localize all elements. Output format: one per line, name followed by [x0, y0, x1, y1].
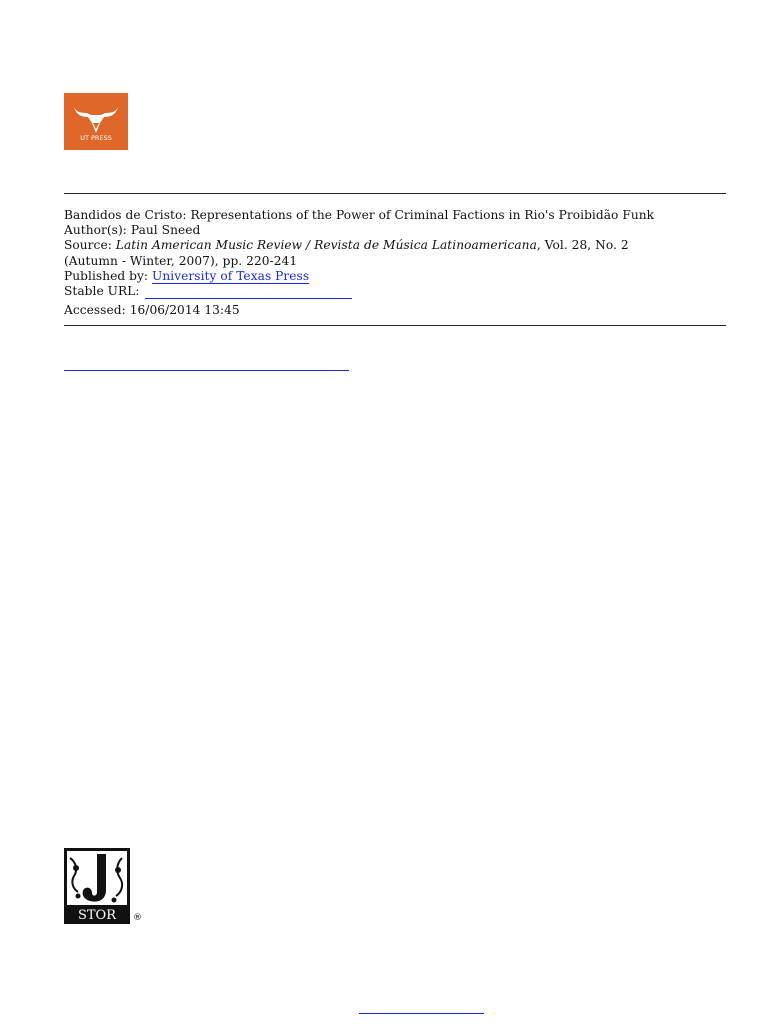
terms-link[interactable]	[64, 370, 349, 371]
ut-press-text: UT PRESS	[80, 134, 112, 142]
authors-value: Paul Sneed	[130, 223, 201, 238]
registered-mark: ®	[133, 913, 142, 923]
footer-link[interactable]	[359, 1013, 484, 1014]
top-rule	[64, 193, 726, 194]
accessed-line	[64, 303, 744, 318]
source-label: Source:	[64, 238, 112, 253]
accessed-label: Accessed:	[64, 303, 126, 318]
ut-press-logo	[64, 93, 128, 150]
source-line	[64, 238, 744, 253]
jstor-text: STOR	[77, 908, 117, 923]
source-detail: , Vol. 28, No. 2	[536, 238, 629, 253]
article-title: Bandidos de Cristo: Representations of the Power of Criminal Factions in Rio's Proibidão Funk	[64, 208, 655, 222]
published-label: Published by:	[64, 268, 149, 283]
accessed-value: 16/06/2014 13:45	[129, 303, 240, 318]
published-line	[64, 269, 744, 284]
authors-line	[64, 223, 744, 238]
citation-block	[64, 208, 744, 318]
authors-label: Author(s):	[64, 223, 127, 238]
source-line-2: (Autumn - Winter, 2007), pp. 220-241	[64, 253, 298, 268]
stable-url-link[interactable]	[145, 298, 352, 299]
jstor-logo	[64, 848, 132, 924]
stable-url-line	[64, 284, 744, 299]
publisher-link[interactable]: University of Texas Press	[152, 268, 310, 283]
stable-url-label: Stable URL:	[64, 284, 140, 299]
bottom-rule	[64, 325, 726, 326]
source-journal: Latin American Music Review / Revista de Música Latinoamericana	[115, 238, 537, 253]
